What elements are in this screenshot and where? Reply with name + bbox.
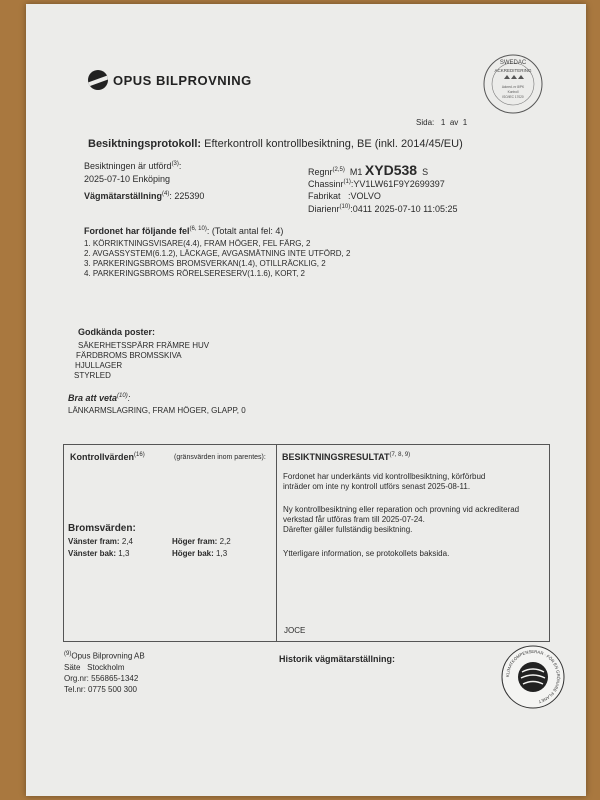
regnr-row: Regnr$^{(2,5)}$ M1 XYD538 S: [308, 162, 429, 178]
page-title: [88, 138, 463, 150]
brake-right-rear: Höger bak: 1,3: [172, 549, 228, 558]
brake-left-front: Vänster fram: 2,4: [68, 537, 133, 546]
opus-logo-icon: [88, 70, 108, 90]
brand-logo: [88, 70, 252, 90]
seal-top: SWEDAC: [499, 60, 527, 66]
control-values-box: [63, 444, 277, 642]
approved-item: STYRLED: [74, 371, 111, 380]
good-to-know-item: LÄNKARMSLAGRING, FRAM HÖGER, GLAPP, 0: [68, 406, 246, 415]
approved-heading: Godkända poster:: [78, 327, 156, 337]
brake-heading: Bromsvärden:: [68, 523, 136, 534]
control-heading: Kontrollvärden$^{(16)}$: [70, 452, 145, 462]
approved-item: SÄKERHETSSPÄRR FRÄMRE HUV: [78, 341, 210, 350]
brand-name: OPUS BILPROVNING: [113, 72, 252, 88]
climate-badge-icon: [500, 644, 566, 710]
document-paper: [26, 4, 586, 796]
fault-item: 3. PARKERINGSBROMS BROMSVERKAN(1.4), OTILLRÄCKLIG, 2: [84, 259, 326, 268]
brake-left-rear: Vänster bak: 1,3: [68, 549, 130, 558]
seal-arc: ACKREDITERING: [494, 68, 532, 73]
good-to-know-heading: Bra att veta$^{(10)}$:: [68, 393, 131, 403]
result-box: [276, 444, 550, 642]
control-note: (gränsvärden inom parentes):: [174, 454, 266, 461]
seal-line: ISO/IEC 17020: [502, 95, 524, 99]
odometer-history-heading: Historik vägmätarställning:: [279, 654, 396, 664]
approved-item: FÄRDBROMS BROMSSKIVA: [76, 351, 182, 360]
registration-number: XYD538: [364, 162, 418, 178]
page-number: Sida: 1 av 1: [416, 118, 468, 127]
result-heading: BESIKTNINGSRESULTAT$^{(7, 8, 9)}$: [282, 452, 411, 462]
title-label: Besiktningsprotokoll:: [88, 138, 202, 150]
company-info: $^{(9)}$Opus Bilprovning AB Säte Stockholm Org.nr: 556865-1342 Tel.nr: 0775 500 300: [64, 651, 145, 694]
approved-list: [76, 341, 209, 381]
fault-item: 4. PARKERINGSBROMS RÖRELSERESERV(1.1.6), KORT, 2: [84, 269, 305, 278]
seal-line: Ackred. nr 8/PK: [501, 85, 525, 89]
brake-right-front: Höger fram: 2,2: [172, 537, 231, 546]
approved-item: HJULLAGER: [75, 361, 123, 370]
fault-item: 2. AVGASSYSTEM(6.1.2), LÄCKAGE, AVGASMÄTNING INTE UTFÖRD, 2: [84, 249, 351, 258]
odometer: Vägmätarställning$^{(4)}$: 225390: [84, 191, 205, 201]
inspector-signature: JOCE: [284, 626, 306, 635]
inspection-place-value: 2025-07-10 Enköping: [84, 174, 171, 184]
title-value: Efterkontroll kontrollbesiktning, BE (inkl. 2014/45/EU): [204, 138, 463, 150]
result-paragraph: Fordonet har underkänts vid kontrollbesiktning, körförbud inträder om inte ny kontroll utförs senast 2025-08-11.: [283, 472, 486, 491]
swedac-seal-icon: [481, 52, 545, 116]
seal-line: Kontroll: [507, 90, 519, 94]
diarie-row: Diarienr$^{(10)}$:0411 2025-07-10 11:05:25: [308, 204, 458, 214]
result-paragraph: Ny kontrollbesiktning eller reparation och provning vid ackrediterad verkstad får utföras fram till 2025-07-24. Därefter gäller fullständig besiktning.: [283, 505, 520, 534]
make-row: Fabrikat :VOLVO: [308, 191, 381, 201]
inspection-place-label: Besiktningen är utförd$^{(3)}$:: [84, 161, 182, 171]
badge-text: KLIMATKOMPENSERAR · FÖR EN GRÖNARE PLANET: [504, 648, 562, 705]
faults-heading: Fordonet har följande fel$^{(6, 10)}$: (Totalt antal fel: 4): [84, 226, 284, 236]
fault-item: 1. KÖRRIKTNINGSVISARE(4.4), FRAM HÖGER, FEL FÄRG, 2: [84, 239, 311, 248]
faults-list: [84, 239, 350, 279]
chassis-row: Chassinr$^{(1)}$:YV1LW61F9Y2699397: [308, 179, 445, 189]
result-info: Ytterligare information, se protokollets baksida.: [283, 549, 450, 558]
